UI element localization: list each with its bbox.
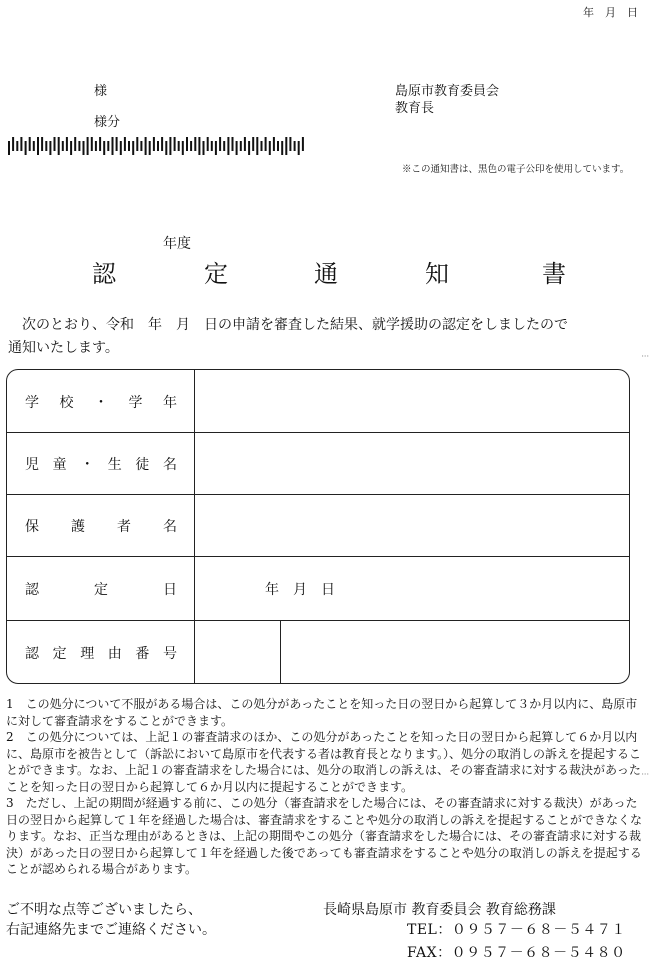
title-char: 定 bbox=[204, 260, 228, 288]
title-char: 通 bbox=[314, 260, 338, 288]
row-label-char: 護 bbox=[71, 519, 85, 535]
row-label-char: 定 bbox=[52, 645, 67, 662]
row-label-char: 号 bbox=[162, 645, 177, 662]
certification-date-value: 年 月 日 bbox=[265, 582, 335, 598]
postal-barcode bbox=[8, 137, 306, 155]
seal-note: ※この通知書は、黒色の電子公印を使用しています。 bbox=[402, 164, 630, 175]
title-char: 認 bbox=[92, 260, 116, 288]
fiscal-year-label: 年度 bbox=[163, 236, 191, 252]
row-label-char: 番 bbox=[135, 645, 150, 662]
row-label-char: 学 bbox=[128, 395, 143, 411]
inquiry-line-1: ご不明な点等ございましたら、 bbox=[6, 902, 202, 918]
title-char: 知 bbox=[425, 260, 449, 288]
row-label bbox=[25, 643, 177, 663]
row-label bbox=[25, 454, 177, 474]
inquiry-line-2: 右記連絡先までご連絡ください。 bbox=[6, 922, 216, 938]
row-label-char: 徒 bbox=[135, 457, 150, 473]
intro-line-2: 通知いたします。 bbox=[8, 340, 119, 356]
issue-date: 年 月 日 bbox=[583, 6, 638, 19]
contact-fax: FAX：０９５７－６８－５４８０ bbox=[407, 945, 626, 961]
issuer-org: 島原市教育委員会 bbox=[395, 84, 500, 99]
row-label-char: 者 bbox=[117, 519, 131, 535]
row-divider bbox=[7, 494, 629, 495]
row-label bbox=[25, 392, 177, 412]
row-label-char: 児 bbox=[25, 457, 39, 473]
row-label-char: ・ bbox=[80, 457, 95, 473]
row-label-char: 童 bbox=[52, 457, 67, 473]
reason-number-divider bbox=[280, 620, 281, 683]
intro-line-1: 次のとおり、令和 年 月 日の申請を審査した結果、就学援助の認定をしましたので bbox=[22, 317, 568, 333]
note-item: 2 この処分については、上記１の審査請求のほか、この処分があったことを知った日の翌日から起算して６か月以内に、島原市を被告として（訴訟において島原市を代表する者は教育長となります。）、処分の取消しの訴えを提起することができます。なお、上記１の審査請求をした場合には、処分の取消しの訴えは、その審査請求に対する裁決があったことを知った日の翌日から起算して６か月以内に提起することができます。 bbox=[6, 730, 642, 794]
row-divider bbox=[7, 620, 629, 621]
certification-table bbox=[6, 369, 630, 684]
row-label-char: 名 bbox=[162, 457, 177, 473]
row-label-char: 学 bbox=[25, 395, 39, 411]
row-label-char: 日 bbox=[163, 582, 177, 598]
row-label-char: 保 bbox=[25, 519, 39, 535]
row-label-char: ・ bbox=[94, 395, 108, 411]
row-divider bbox=[7, 556, 629, 557]
intro-text bbox=[8, 314, 633, 360]
note-item: 3 ただし、上記の期間が経過する前に、この処分（審査請求をした場合には、その審査請求に対する裁決）があった日の翌日から起算して１年を経過した場合は、審査請求をすることや処分の取消しの訴えを提起することができなくなります。なお、正当な理由があるときは、上記の期間やこの処分（審査請求をした場合には、その審査請求に対する裁決）があった日の翌日から起算して１年を経過した後であっても審査請求をすることや処分の取消しの訴えを提起することが認められる場合があります。 bbox=[6, 796, 643, 876]
label-column-divider bbox=[194, 370, 195, 683]
row-label-char: 名 bbox=[163, 519, 177, 535]
row-label bbox=[25, 516, 177, 536]
row-label-char: 定 bbox=[94, 582, 108, 598]
title-char: 書 bbox=[542, 260, 566, 288]
issuer-title: 教育長 bbox=[395, 101, 435, 116]
contact-tel: TEL：０９５７－６８－５４７１ bbox=[407, 922, 626, 938]
row-label bbox=[25, 579, 177, 599]
contact-department: 長崎県島原市 教育委員会 教育総務課 bbox=[323, 902, 556, 918]
recipient-samabun: 様分 bbox=[94, 115, 121, 130]
row-label-char: 認 bbox=[25, 645, 39, 662]
row-label-char: 理 bbox=[80, 645, 95, 662]
row-label-char: 校 bbox=[59, 395, 74, 411]
row-label-char: 生 bbox=[107, 457, 122, 473]
row-divider bbox=[7, 432, 629, 433]
notes-section bbox=[6, 696, 646, 878]
row-label-char: 由 bbox=[107, 645, 122, 662]
note-item: 1 この処分について不服がある場合は、この処分があったことを知った日の翌日から起算して３か月以内に、島原市に対して審査請求をすることができます。 bbox=[6, 697, 638, 728]
margin-dots: ··· bbox=[641, 352, 649, 361]
row-label-char: 年 bbox=[163, 395, 177, 411]
margin-dots: ··· bbox=[641, 770, 649, 779]
recipient-sama: 様 bbox=[94, 84, 108, 99]
row-label-char: 認 bbox=[25, 582, 39, 598]
